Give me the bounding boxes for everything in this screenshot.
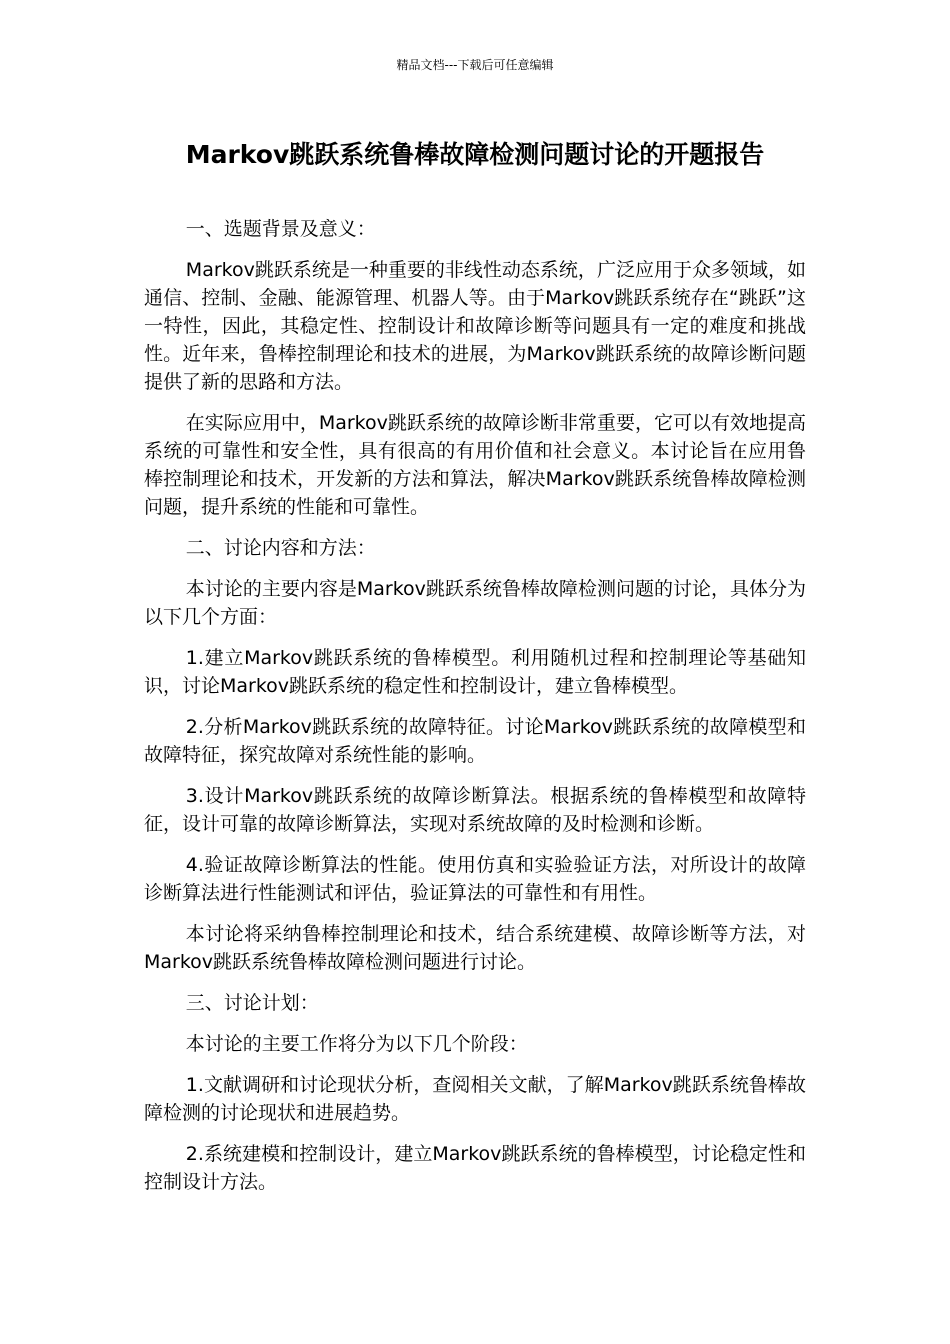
- section-heading-content-method: 二、讨论内容和方法：: [185, 537, 376, 559]
- paragraph-plan-intro: 本讨论的主要工作将分为以下几个阶段：: [185, 1033, 528, 1055]
- paragraph-background-2: 在实际应用中，Markov跳跃系统的故障诊断非常重要，它可以有效地提高系统的可靠性和安全性，具有很高的有用价值和社会意义。本讨论旨在应用鲁棒控制理论和技术，开发新的方法和算法，解决Markov跳跃系统鲁棒故障检测问题，提升系统的性能和可靠性。: [144, 412, 806, 518]
- list-item-content-1: 1.建立Markov跳跃系统的鲁棒模型。利用随机过程和控制理论等基础知识，讨论Markov跳跃系统的稳定性和控制设计，建立鲁棒模型。: [144, 647, 806, 697]
- paragraph-content-summary: 本讨论将采纳鲁棒控制理论和技术，结合系统建模、故障诊断等方法，对Markov跳跃系统鲁棒故障检测问题进行讨论。: [144, 923, 806, 973]
- document-title: Markov跳跃系统鲁棒故障检测问题讨论的开题报告: [185, 140, 765, 169]
- document-body: [144, 215, 806, 1209]
- section-heading-background: 一、选题背景及意义：: [185, 218, 376, 240]
- list-item-content-4: 4.验证故障诊断算法的性能。使用仿真和实验验证方法，对所设计的故障诊断算法进行性能测试和评估，验证算法的可靠性和有用性。: [144, 854, 806, 904]
- section-heading-plan: 三、讨论计划：: [185, 992, 319, 1014]
- list-item-plan-2: 2.系统建模和控制设计，建立Markov跳跃系统的鲁棒模型，讨论稳定性和控制设计方法。: [144, 1143, 806, 1193]
- list-item-content-2: 2.分析Markov跳跃系统的故障特征。讨论Markov跳跃系统的故障模型和故障特征，探究故障对系统性能的影响。: [144, 716, 806, 766]
- paragraph-content-intro: 本讨论的主要内容是Markov跳跃系统鲁棒故障检测问题的讨论，具体分为以下几个方面：: [144, 578, 806, 628]
- list-item-content-3: 3.设计Markov跳跃系统的故障诊断算法。根据系统的鲁棒模型和故障特征，设计可靠的故障诊断算法，实现对系统故障的及时检测和诊断。: [144, 785, 806, 835]
- list-item-plan-1: 1.文献调研和讨论现状分析，查阅相关文献，了解Markov跳跃系统鲁棒故障检测的讨论现状和进展趋势。: [144, 1074, 806, 1124]
- header-note: 精品文档---下载后可任意编辑: [396, 58, 554, 72]
- paragraph-background-1: Markov跳跃系统是一种重要的非线性动态系统，广泛应用于众多领域，如通信、控制、金融、能源管理、机器人等。由于Markov跳跃系统存在“跳跃”这一特性，因此，其稳定性、控制设计和故障诊断等问题具有一定的难度和挑战性。近年来，鲁棒控制理论和技术的进展，为Markov跳跃系统的故障诊断问题提供了新的思路和方法。: [144, 259, 806, 393]
